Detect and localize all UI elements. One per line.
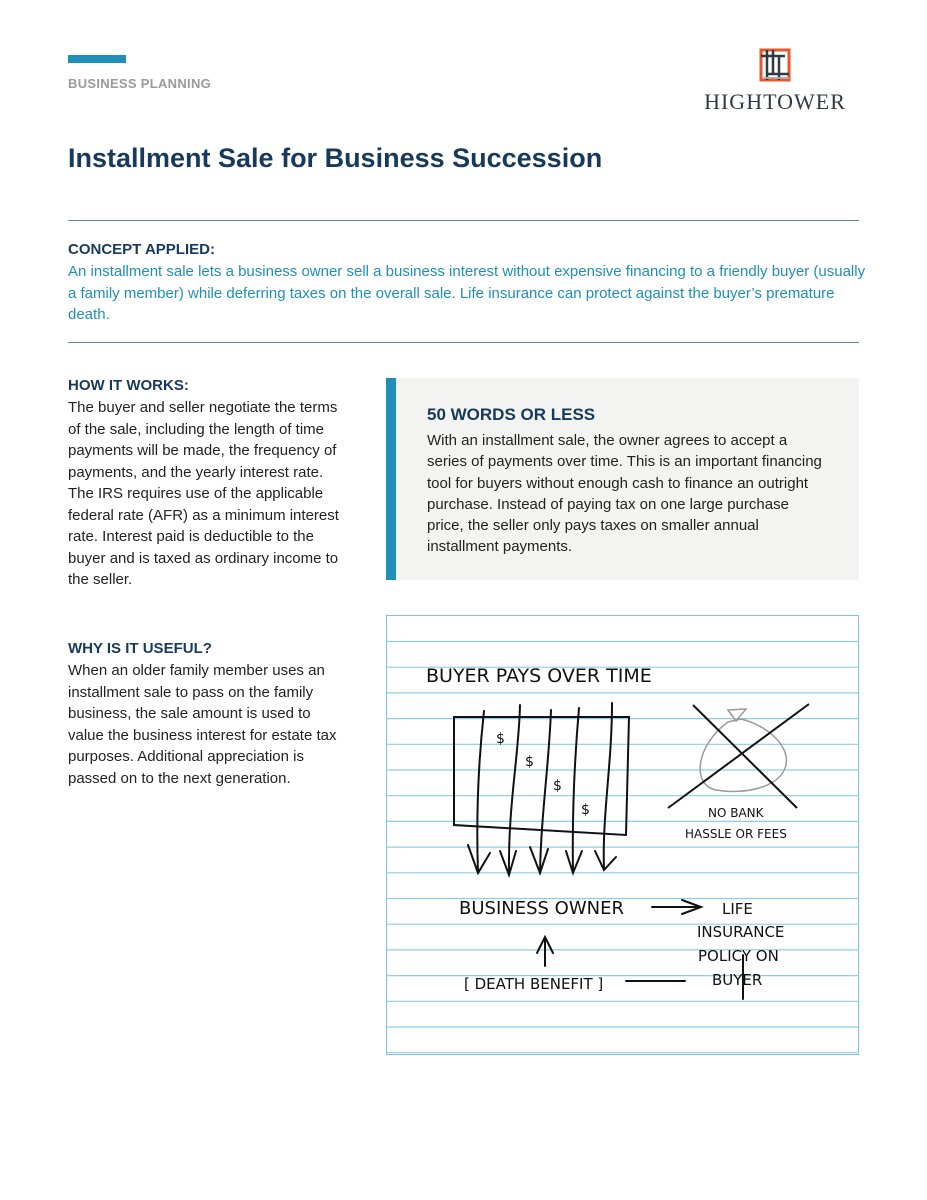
life-label: LIFE [722, 900, 753, 918]
business-owner-label: BUSINESS OWNER [459, 898, 624, 919]
logo-wordmark: HIGHTOWER [704, 89, 846, 114]
logo-mark-icon [759, 48, 791, 82]
no-bank-label: NO BANK [708, 806, 764, 820]
page-title: Installment Sale for Business Succession [68, 143, 603, 173]
hassle-label: HASSLE OR FEES [685, 827, 787, 841]
how-text: The buyer and seller negotiate the terms of the sale, including the length of time payments will be made, the frequency of payments, and the yearly interest rate. The IRS requires use of the applicable federal rate (AFR) as a minimum interest rate. Interest paid is deductible to the buyer and is taxed as ordinary income to the seller. [68, 399, 339, 588]
buyer-label: BUYER [712, 971, 763, 989]
insurance-label: INSURANCE [697, 923, 785, 941]
dollar-sign: $ [525, 754, 534, 770]
divider [68, 220, 859, 221]
why-text: When an older family member uses an installment sale to pass on the family business, the sale amount is used to value the business interest for estate tax purposes. Additional appreciation is passed on to the next generation. [68, 662, 337, 787]
eyebrow-label: BUSINESS PLANNING [68, 76, 212, 91]
divider [68, 342, 859, 343]
policy-label: POLICY ON [698, 947, 779, 965]
concept-text: An installment sale lets a business owner sell a business interest without expensive financing to a friendly buyer (usually a family member) while deferring taxes on the overall sale. Life insurance can protect against the buyer’s premature death. [68, 263, 866, 323]
dollar-sign: $ [496, 731, 505, 747]
dollar-sign: $ [581, 802, 590, 818]
callout-accent [386, 378, 396, 580]
how-heading: HOW IT WORKS: [68, 377, 189, 394]
callout-text: With an installment sale, the owner agrees to accept a series of payments over time. This is an important financing tool for buyers without enough cash to finance an outright purchase. Instead of paying tax on one large purchase price, the seller only pays taxes on smaller annual installment payments. [427, 432, 822, 556]
callout-box [386, 378, 859, 580]
why-heading: WHY IS IT USEFUL? [68, 640, 212, 657]
hightower-logo [700, 48, 850, 115]
death-benefit-label: [ DEATH BENEFIT ] [464, 975, 604, 993]
concept-heading: CONCEPT APPLIED: [68, 241, 215, 258]
sketch-illustration [386, 615, 859, 1055]
accent-bar [68, 55, 126, 63]
callout-heading: 50 WORDS OR LESS [427, 405, 596, 424]
dollar-sign: $ [553, 778, 562, 794]
buyer-pays-label: BUYER PAYS OVER TIME [426, 665, 652, 687]
